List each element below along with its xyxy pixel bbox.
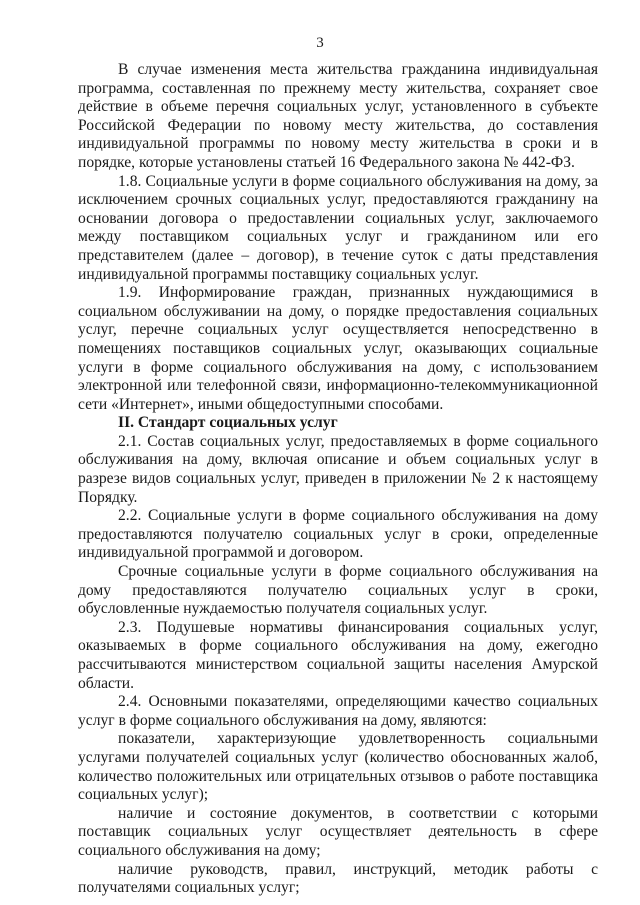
- paragraph-indicator-guides: наличие руководств, правил, инструкций, методик работы с получателями социальных услуг;: [78, 860, 598, 897]
- paragraph-urgent-services: Срочные социальные услуги в форме социального обслуживания на дому предоставляются получателю социальных услуг в сроки, обусловленные нуждаемостью получателя социальных услуг.: [78, 563, 598, 618]
- paragraph-2-1: 2.1. Состав социальных услуг, предоставляемых в форме социального обслуживания на дому, включая описание и объем социальных услуг в разрезе видов социальных услуг, приведен в приложении № 2 к настоящему Порядку.: [78, 432, 598, 506]
- section-heading: II. Стандарт социальных услуг: [118, 414, 338, 432]
- paragraph: В случае изменения места жительства гражданина индивидуальная программа, составленная по прежнему месту жительства, сохраняет свое действие в объеме перечня социальных услуг, установленного в субъекте Российской Федерации по новому месту жительства, до составления индивидуальной программы по новому месту жительства в сроки и в порядке, которые установлены статьей 16 Федерального закона № 442-ФЗ.: [78, 61, 598, 171]
- document-body: [78, 61, 598, 898]
- paragraph-2-3: 2.3. Подушевые нормативы финансирования социальных услуг, оказываемых в форме социального обслуживания на дому, ежегодно рассчитываются министерством социальной защиты населения Амурской области.: [78, 618, 598, 692]
- paragraph-indicator-satisfaction: показатели, характеризующие удовлетворенность социальными услугами получателей социальных услуг (количество обоснованных жалоб, количество положительных или отрицательных отзывов о работе поставщика социальных услуг);: [78, 730, 598, 804]
- paragraph-2-2: 2.2. Социальные услуги в форме социального обслуживания на дому предоставляются получателю социальных услуг в сроки, определенные индивидуальной программой и договором.: [78, 507, 598, 562]
- paragraph-1-9: 1.9. Информирование граждан, признанных нуждающимися в социальном обслуживании на дому, о порядке предоставления социальных услуг, перечне социальных услуг осуществляется непосредственно в помещениях поставщиков социальных услуг, оказывающих социальные услуги в форме социального обслуживания на дому, с использованием электронной или телефонной связи, информационно-телекоммуникационной сети «Интернет», иными общедоступными способами.: [78, 284, 598, 413]
- paragraph-indicator-documents: наличие и состояние документов, в соответствии с которыми поставщик социальных услуг осуществляет деятельность в сфере социального обслуживания на дому;: [78, 804, 598, 859]
- paragraph-2-4: 2.4. Основными показателями, определяющими качество социальных услуг в форме социального обслуживания на дому, являются:: [78, 693, 598, 729]
- paragraph-1-8: 1.8. Социальные услуги в форме социального обслуживания на дому, за исключением срочных социальных услуг, предоставляются гражданину на основании договора о предоставлении социальных услуг, заключаемого между поставщиком социальных услуг и гражданином или его представителем (далее – договор), в течение суток с даты представления индивидуальной программы поставщику социальных услуг.: [78, 172, 598, 283]
- page-number: 3: [316, 35, 324, 51]
